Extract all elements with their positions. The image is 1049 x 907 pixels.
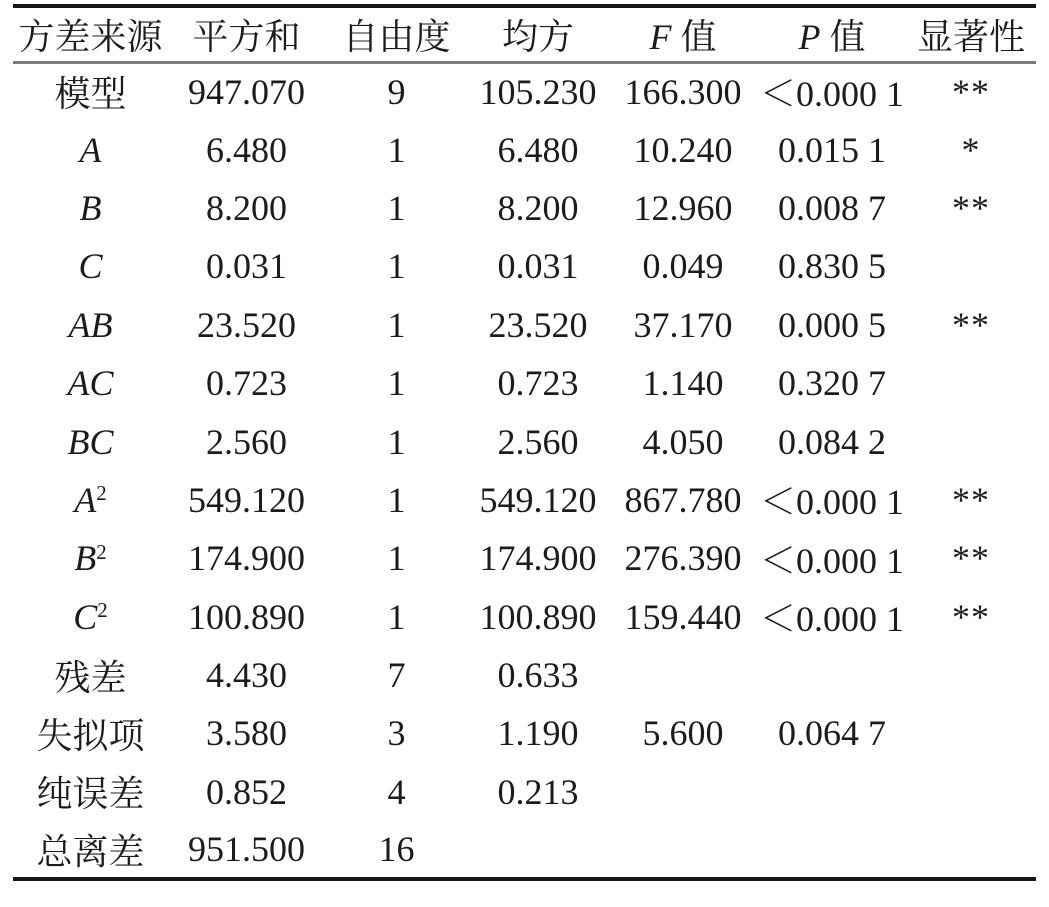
cell-f-value: 867.780 bbox=[624, 479, 742, 520]
cell-degrees-of-freedom: 1 bbox=[387, 538, 406, 579]
cell-p-value: 0.830 5 bbox=[778, 246, 886, 287]
cell-sum-of-squares: 3.580 bbox=[206, 713, 287, 754]
cell-significance: ** bbox=[952, 187, 990, 228]
cell-f-value bbox=[608, 821, 758, 879]
cell-source: 失拟项 bbox=[36, 715, 145, 756]
cell-mean-square: 1.190 bbox=[497, 713, 579, 754]
italic-variable: A bbox=[74, 479, 97, 520]
cell-p-value: 0.015 1 bbox=[778, 129, 886, 170]
cell-degrees-of-freedom: 1 bbox=[387, 363, 406, 404]
table-header bbox=[13, 6, 1036, 62]
cell-f-value bbox=[608, 646, 758, 704]
cell-p-value: ＜0.000 1 bbox=[759, 74, 904, 115]
table-row bbox=[13, 354, 1036, 412]
cell-mean-square: 0.633 bbox=[497, 655, 579, 696]
table-row bbox=[13, 646, 1036, 704]
cell-f-value: 4.050 bbox=[642, 421, 724, 462]
table-row bbox=[13, 120, 1036, 178]
cell-mean-square bbox=[468, 821, 608, 879]
cell-f-value: 166.300 bbox=[624, 71, 742, 112]
cell-f-value: 159.440 bbox=[624, 596, 742, 637]
cell-source bbox=[13, 237, 168, 295]
cell-p-value: 0.084 2 bbox=[778, 421, 886, 462]
cell-degrees-of-freedom: 9 bbox=[387, 71, 406, 112]
cell-source bbox=[13, 588, 168, 646]
italic-variable: P bbox=[798, 16, 821, 57]
col-header-f: F 值 bbox=[608, 6, 758, 62]
cell-significance: * bbox=[961, 129, 981, 170]
cell-source bbox=[13, 529, 168, 587]
cell-significance: ** bbox=[952, 596, 990, 637]
cell-f-value: 0.049 bbox=[642, 246, 724, 287]
cell-source: 模型 bbox=[54, 74, 127, 115]
superscript: 2 bbox=[97, 598, 108, 623]
italic-variable: B bbox=[79, 187, 102, 228]
table-row bbox=[13, 471, 1036, 529]
cell-degrees-of-freedom: 1 bbox=[387, 421, 406, 462]
italic-variable: A bbox=[79, 129, 102, 170]
cell-significance bbox=[906, 354, 1036, 412]
cell-significance bbox=[906, 821, 1036, 879]
cell-f-value: 12.960 bbox=[633, 187, 733, 228]
cell-degrees-of-freedom: 7 bbox=[387, 655, 406, 696]
cell-mean-square: 174.900 bbox=[479, 538, 597, 579]
cell-source bbox=[13, 412, 168, 470]
cell-p-value: 0.000 5 bbox=[778, 304, 886, 345]
cell-p-value: 0.008 7 bbox=[778, 187, 886, 228]
cell-significance: ** bbox=[952, 538, 990, 579]
italic-variable: AB bbox=[68, 304, 113, 345]
cell-source bbox=[13, 296, 168, 354]
cell-mean-square: 0.723 bbox=[497, 363, 579, 404]
cell-sum-of-squares: 6.480 bbox=[206, 129, 287, 170]
superscript: 2 bbox=[96, 539, 107, 564]
cell-sum-of-squares: 947.070 bbox=[188, 71, 305, 112]
table-row bbox=[13, 588, 1036, 646]
col-header-p: P 值 bbox=[758, 6, 906, 62]
cell-degrees-of-freedom: 1 bbox=[387, 129, 406, 170]
cell-sum-of-squares: 23.520 bbox=[197, 304, 296, 345]
table-body bbox=[13, 62, 1036, 879]
cell-mean-square: 23.520 bbox=[488, 304, 588, 345]
cell-source bbox=[13, 471, 168, 529]
cell-mean-square: 100.890 bbox=[479, 596, 597, 637]
cell-sum-of-squares: 0.031 bbox=[206, 246, 287, 287]
italic-variable: F bbox=[649, 16, 672, 57]
italic-variable: B bbox=[74, 538, 97, 579]
cell-significance: ** bbox=[952, 479, 990, 520]
header-row bbox=[13, 6, 1036, 62]
table-row bbox=[13, 704, 1036, 762]
table-row bbox=[13, 179, 1036, 237]
cell-f-value: 276.390 bbox=[624, 538, 742, 579]
cell-degrees-of-freedom: 1 bbox=[387, 479, 406, 520]
cell-p-value: ＜0.000 1 bbox=[759, 482, 904, 523]
cell-degrees-of-freedom: 3 bbox=[387, 713, 406, 754]
cell-significance: ** bbox=[952, 71, 990, 112]
cell-significance bbox=[906, 412, 1036, 470]
col-header-ss: 平方和 bbox=[168, 6, 325, 62]
col-header-source: 方差来源 bbox=[13, 6, 168, 62]
table-row bbox=[13, 412, 1036, 470]
cell-mean-square: 105.230 bbox=[479, 71, 597, 112]
table-row bbox=[13, 237, 1036, 295]
cell-p-value: 0.320 7 bbox=[778, 363, 886, 404]
table-row bbox=[13, 62, 1036, 120]
cell-sum-of-squares: 0.852 bbox=[206, 771, 287, 812]
cell-significance: ** bbox=[952, 304, 990, 345]
anova-table bbox=[13, 4, 1036, 881]
italic-variable: C bbox=[78, 246, 103, 287]
italic-variable: AC bbox=[67, 363, 114, 404]
cell-source bbox=[13, 354, 168, 412]
col-header-df: 自由度 bbox=[325, 6, 468, 62]
superscript: 2 bbox=[96, 481, 107, 506]
cell-sum-of-squares: 549.120 bbox=[188, 479, 305, 520]
cell-sum-of-squares: 0.723 bbox=[206, 363, 287, 404]
cell-f-value: 5.600 bbox=[642, 713, 724, 754]
col-header-sig: 显著性 bbox=[906, 6, 1036, 62]
cell-p-value bbox=[758, 646, 906, 704]
cell-f-value: 37.170 bbox=[633, 304, 733, 345]
cell-degrees-of-freedom: 1 bbox=[387, 596, 406, 637]
cell-mean-square: 2.560 bbox=[497, 421, 579, 462]
italic-variable: BC bbox=[67, 421, 114, 462]
cell-p-value: 0.064 7 bbox=[778, 713, 886, 754]
cell-degrees-of-freedom: 4 bbox=[387, 771, 406, 812]
table-row bbox=[13, 296, 1036, 354]
cell-degrees-of-freedom: 1 bbox=[387, 246, 406, 287]
cell-significance bbox=[906, 704, 1036, 762]
table-row bbox=[13, 763, 1036, 821]
cell-significance bbox=[906, 763, 1036, 821]
cell-sum-of-squares: 951.500 bbox=[188, 829, 305, 870]
cell-sum-of-squares: 4.430 bbox=[206, 655, 287, 696]
cell-sum-of-squares: 100.890 bbox=[188, 596, 305, 637]
cell-source: 纯误差 bbox=[36, 774, 145, 815]
cell-p-value: ＜0.000 1 bbox=[759, 599, 904, 640]
cell-source bbox=[13, 120, 168, 178]
col-header-ms: 均方 bbox=[468, 6, 608, 62]
cell-f-value: 10.240 bbox=[633, 129, 733, 170]
cell-significance bbox=[906, 646, 1036, 704]
table-row bbox=[13, 821, 1036, 879]
italic-variable: C bbox=[73, 596, 98, 637]
cell-p-value: ＜0.000 1 bbox=[759, 540, 904, 581]
cell-mean-square: 0.031 bbox=[497, 246, 579, 287]
cell-mean-square: 8.200 bbox=[497, 187, 579, 228]
cell-source: 总离差 bbox=[36, 831, 145, 872]
cell-mean-square: 549.120 bbox=[479, 479, 597, 520]
cell-p-value bbox=[758, 821, 906, 879]
cell-f-value bbox=[608, 763, 758, 821]
cell-degrees-of-freedom: 1 bbox=[387, 187, 406, 228]
cell-significance bbox=[906, 237, 1036, 295]
cell-source bbox=[13, 179, 168, 237]
table-row bbox=[13, 529, 1036, 587]
cell-sum-of-squares: 2.560 bbox=[206, 421, 287, 462]
cell-mean-square: 6.480 bbox=[497, 129, 579, 170]
cell-p-value bbox=[758, 763, 906, 821]
cell-degrees-of-freedom: 1 bbox=[387, 304, 406, 345]
cell-degrees-of-freedom: 16 bbox=[378, 829, 415, 870]
cell-f-value: 1.140 bbox=[642, 363, 724, 404]
cell-sum-of-squares: 174.900 bbox=[188, 538, 305, 579]
cell-sum-of-squares: 8.200 bbox=[206, 187, 287, 228]
cell-mean-square: 0.213 bbox=[497, 771, 579, 812]
cell-source: 残差 bbox=[54, 657, 127, 698]
